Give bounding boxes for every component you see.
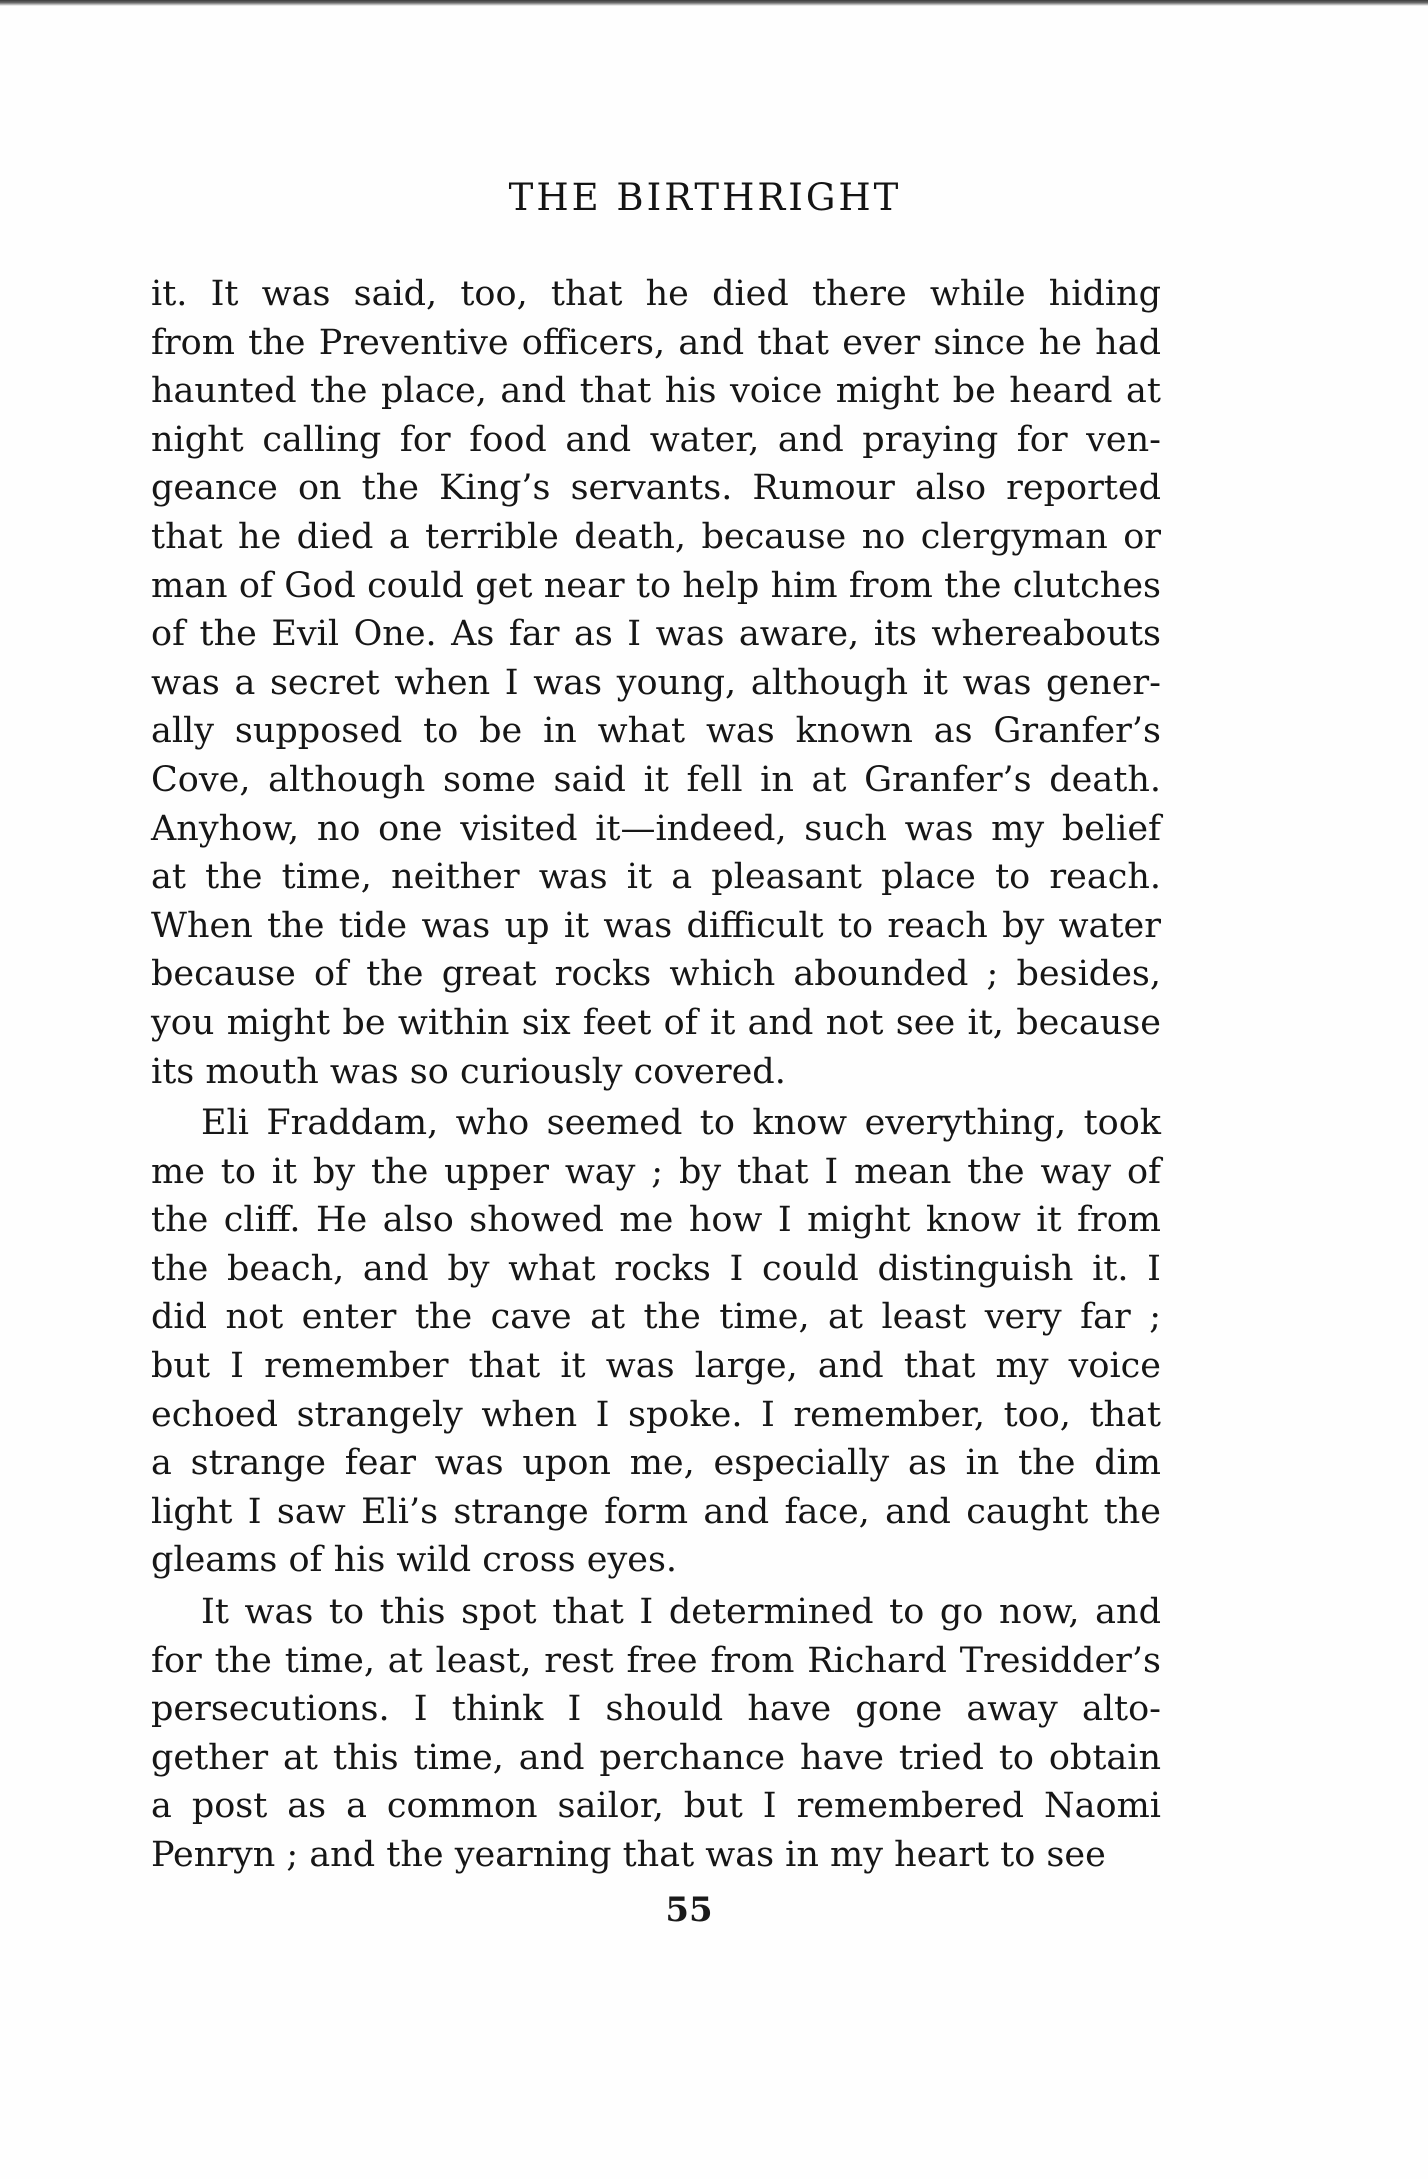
body-text xyxy=(151,270,1161,1880)
text-line: the cliff. He also showed me how I might know it from xyxy=(151,1200,1161,1241)
text-line: a strange fear was upon me, especially as in the dim xyxy=(151,1443,1161,1484)
text-line: that he died a terrible death, because no clergyman or xyxy=(151,516,1161,557)
text-line: persecutions. I think I should have gone away alto- xyxy=(151,1689,1161,1730)
text-line: from the Preventive officers, and that ever since he had xyxy=(151,322,1161,363)
paragraph xyxy=(151,1588,1161,1880)
text-line: because of the great rocks which abounded ; besides, xyxy=(151,954,1161,995)
text-line: the beach, and by what rocks I could distinguish it. I xyxy=(151,1248,1161,1289)
text-line: it. It was said, too, that he died there while hiding xyxy=(151,274,1161,314)
paragraph xyxy=(151,1099,1161,1585)
text-line: Anyhow, no one visited it—indeed, such was my belief xyxy=(151,808,1161,849)
text-line: its mouth was so curiously covered. xyxy=(151,1051,786,1092)
text-line: for the time, at least, rest free from Richard Tresidder’s xyxy=(151,1640,1161,1681)
page-number: 55 xyxy=(665,1890,713,1930)
text-line: light I saw Eli’s strange form and face, and caught the xyxy=(151,1491,1161,1532)
page-top-edge xyxy=(0,0,1428,6)
text-line: a post as a common sailor, but I remembered Naomi xyxy=(151,1786,1161,1827)
text-line: geance on the King’s servants. Rumour also reported xyxy=(151,468,1161,509)
text-line: you might be within six feet of it and not see it, because xyxy=(151,1002,1161,1043)
text-line: night calling for food and water, and praying for ven- xyxy=(151,419,1161,460)
text-line: me to it by the upper way ; by that I mean the way of xyxy=(151,1151,1161,1192)
text-line: Cove, although some said it fell in at Granfer’s death. xyxy=(151,759,1161,800)
text-line: haunted the place, and that his voice might be heard at xyxy=(151,371,1161,412)
text-line: at the time, neither was it a pleasant place to reach. xyxy=(151,857,1161,898)
text-line: Penryn ; and the yearning that was in my heart to see xyxy=(151,1835,1106,1875)
text-line: gether at this time, and perchance have tried to obtain xyxy=(151,1737,1161,1778)
margin-speck xyxy=(1338,1035,1368,1039)
text-line: gleams of his wild cross eyes. xyxy=(151,1540,678,1581)
text-line: Eli Fraddam, who seemed to know everything, took xyxy=(201,1103,1161,1144)
text-line: of the Evil One. As far as I was aware, its whereabouts xyxy=(151,614,1161,655)
text-line: echoed strangely when I spoke. I remember, too, that xyxy=(151,1394,1161,1435)
text-line: did not enter the cave at the time, at least very far ; xyxy=(151,1297,1161,1338)
text-line: was a secret when I was young, although it was gener- xyxy=(151,662,1161,703)
text-line: ally supposed to be in what was known as Granfer’s xyxy=(151,711,1161,752)
paragraph xyxy=(151,270,1161,1096)
text-line: man of God could get near to help him from the clutches xyxy=(151,565,1161,606)
text-line: It was to this spot that I determined to go now, and xyxy=(201,1592,1161,1633)
running-head: THE BIRTHRIGHT xyxy=(508,176,902,219)
text-line: but I remember that it was large, and that my voice xyxy=(151,1346,1161,1387)
text-line: When the tide was up it was difficult to reach by water xyxy=(151,905,1161,946)
